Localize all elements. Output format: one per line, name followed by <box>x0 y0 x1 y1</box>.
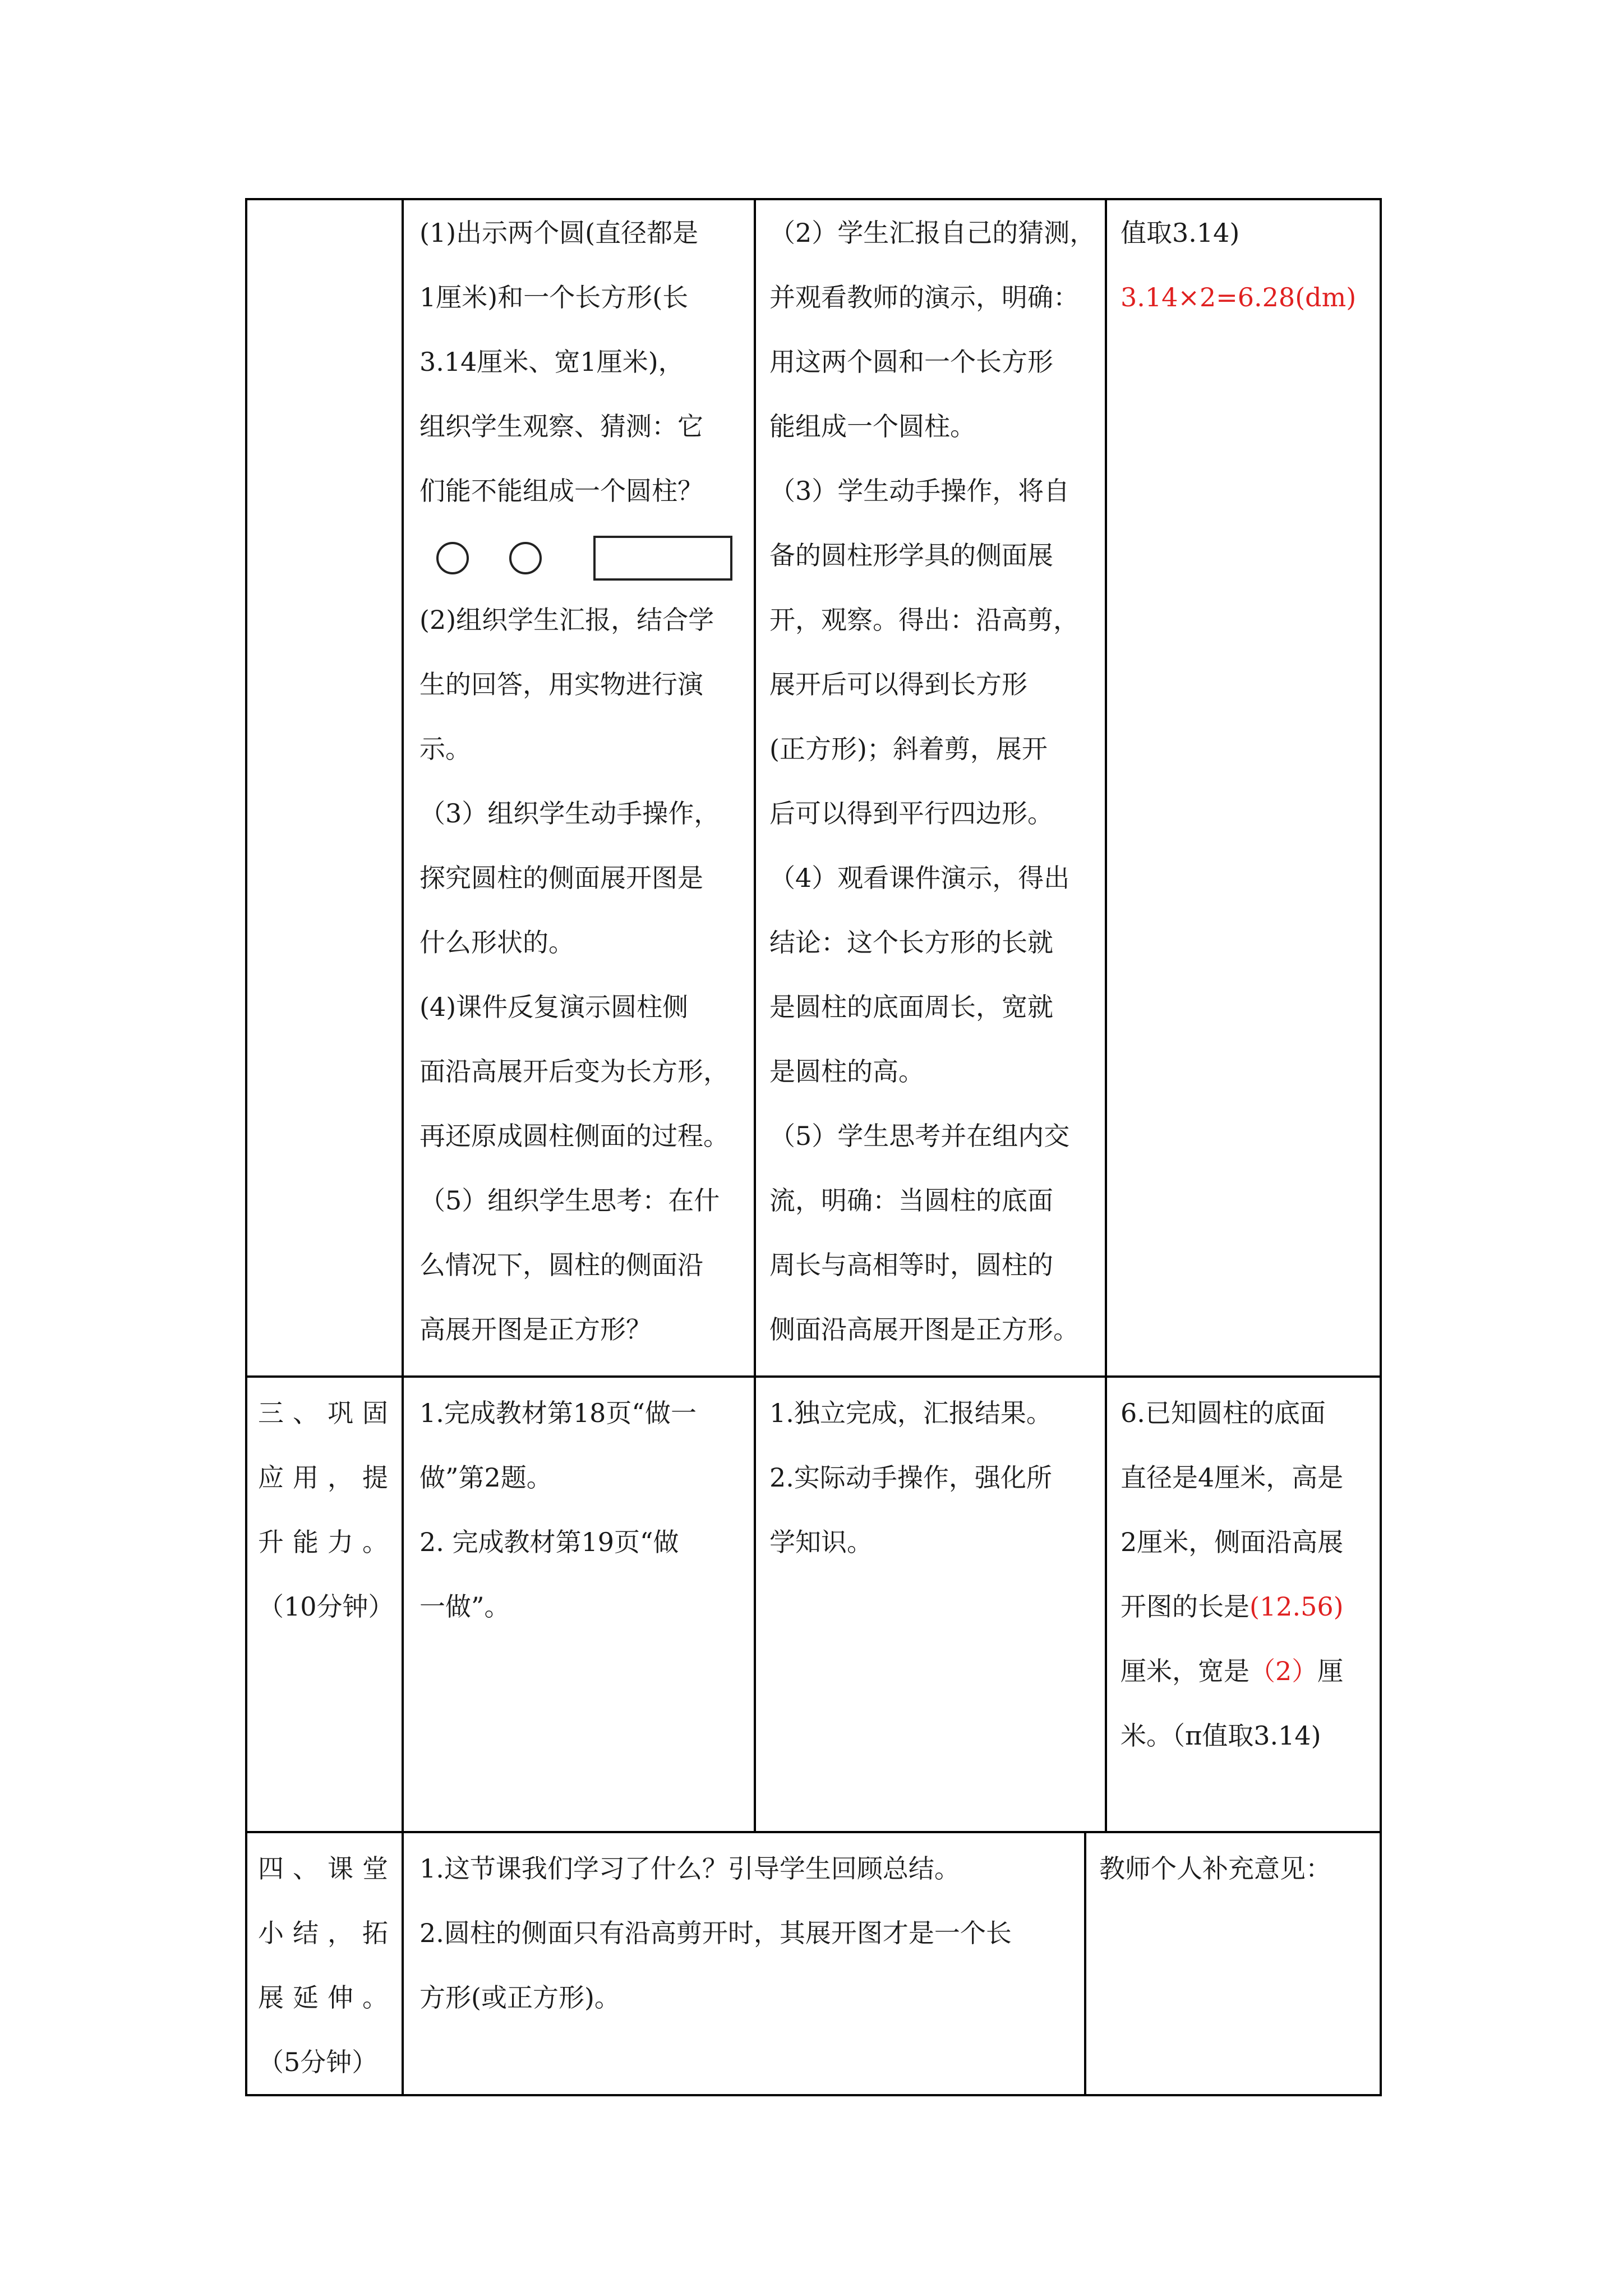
answer-text: 3.14×2=6.28(dm) <box>1121 282 1357 312</box>
text-line: 再还原成圆柱侧面的过程。 <box>419 1121 729 1151</box>
row3-summary <box>419 1837 1081 2030</box>
text-line: 是圆柱的高。 <box>769 1056 924 1087</box>
col-divider-1 <box>402 198 404 2096</box>
text-line: 备的圆柱形学具的侧面展 <box>769 540 1053 570</box>
text-line: 什么形状的。 <box>419 927 574 958</box>
notes-label: 教师个人补充意见： <box>1099 1853 1331 1884</box>
text-line: 高展开图是正方形？ <box>419 1314 652 1345</box>
text-line: 6.已知圆柱的底面 <box>1121 1398 1326 1428</box>
table-bottom-border <box>245 2094 1382 2096</box>
text-line: (1)出示两个圆(直径都是 <box>419 218 699 248</box>
text-line: 周长与高相等时，圆柱的 <box>769 1250 1053 1280</box>
text-line: 探究圆柱的侧面展开图是 <box>419 863 703 893</box>
circle-shape <box>509 542 542 574</box>
text-line: 升能力。 <box>258 1527 397 1557</box>
text-line: 展延伸。 <box>258 1982 397 2013</box>
text-line: 组织学生观察、猜测：它 <box>419 411 703 441</box>
text-line: 结论：这个长方形的长就 <box>769 927 1053 958</box>
text-line: 后可以得到平行四边形。 <box>769 798 1053 829</box>
text-line: 3.14厘米、宽1厘米)， <box>419 347 684 377</box>
text-line: （3）学生动手操作，将自 <box>769 476 1070 506</box>
text-line: 1.这节课我们学习了什么？引导学生回顾总结。 <box>419 1853 960 1884</box>
table-left-border <box>245 198 247 2096</box>
text-line: 应用，提 <box>258 1462 397 1493</box>
text-line: 1厘米)和一个长方形(长 <box>419 282 689 312</box>
row2-student-activities <box>769 1381 1104 1575</box>
text-line: 生的回答，用实物进行演 <box>419 669 703 700</box>
row3-teacher-notes <box>1099 1837 1377 1901</box>
text-line: 2.实际动手操作，强化所 <box>769 1462 1052 1493</box>
text-line: 用这两个圆和一个长方形 <box>769 347 1053 377</box>
text-line: （4）观看课件演示，得出 <box>769 863 1070 893</box>
text-line: 学知识。 <box>769 1527 873 1557</box>
text-line: （5）学生思考并在组内交 <box>769 1121 1070 1151</box>
text-segment: 厘 <box>1317 1656 1344 1686</box>
text-line: 小结，拓 <box>258 1918 397 1948</box>
text-line: 值取3.14) <box>1121 218 1240 248</box>
text-line: 四、课堂 <box>258 1853 397 1884</box>
text-line: (2)组织学生汇报，结合学 <box>419 605 714 635</box>
text-line: （5分钟） <box>258 2047 378 2077</box>
text-line <box>1121 1575 1376 1639</box>
text-line: 能组成一个圆柱。 <box>769 411 976 441</box>
row1-student-activities <box>769 201 1104 1362</box>
text-line: 米。（π值取3.14) <box>1121 1720 1321 1751</box>
text-line: 2厘米，侧面沿高展 <box>1121 1527 1344 1557</box>
text-line: 们能不能组成一个圆柱？ <box>419 476 703 506</box>
text-segment: 厘米，宽是 <box>1121 1656 1249 1686</box>
text-line: 是圆柱的底面周长，宽就 <box>769 992 1053 1022</box>
answer-length: (12.56) <box>1249 1591 1344 1622</box>
text-line: 2.圆柱的侧面只有沿高剪开时，其展开图才是一个长 <box>419 1918 1012 1948</box>
text-line: (4)课件反复演示圆柱侧 <box>419 992 689 1022</box>
circle-shape <box>436 542 469 574</box>
shapes-illustration <box>419 523 750 588</box>
text-segment: 开图的长是 <box>1121 1591 1249 1622</box>
row1-exercise <box>1121 201 1376 330</box>
col-divider-3-upper <box>1105 198 1107 1833</box>
text-line: （5）组织学生思考：在什 <box>419 1185 720 1216</box>
text-line: 做”第2题。 <box>419 1462 552 1493</box>
text-line: 方形(或正方形)。 <box>419 1982 620 2013</box>
col-divider-3-lower <box>1084 1831 1086 2096</box>
text-line: 流，明确：当圆柱的底面 <box>769 1185 1053 1216</box>
row2-teacher-activities <box>419 1381 750 1639</box>
answer-width: （2） <box>1249 1656 1318 1686</box>
text-line: 展开后可以得到长方形 <box>769 669 1027 700</box>
text-line: 一做”。 <box>419 1591 510 1622</box>
table-right-border <box>1380 198 1382 2096</box>
text-line: 直径是4厘米，高是 <box>1121 1462 1344 1493</box>
text-line: 并观看教师的演示，明确： <box>769 282 1079 312</box>
row2-exercise <box>1121 1381 1376 1768</box>
text-line: 面沿高展开后变为长方形， <box>419 1056 729 1087</box>
text-line: 2. 完成教材第19页“做 <box>419 1527 679 1557</box>
text-line: 侧面沿高展开图是正方形。 <box>769 1314 1079 1345</box>
text-line: (正方形)；斜着剪，展开 <box>769 734 1048 764</box>
text-line: 1.独立完成，汇报结果。 <box>769 1398 1052 1428</box>
text-line: 示。 <box>419 734 471 764</box>
text-line: 么情况下，圆柱的侧面沿 <box>419 1250 703 1280</box>
row-divider-2 <box>245 1831 1382 1833</box>
text-line: （3）组织学生动手操作， <box>419 798 720 829</box>
text-line: 三、巩固 <box>258 1398 397 1428</box>
col-divider-2-upper <box>754 198 756 1833</box>
table-top-border <box>245 198 1382 200</box>
rectangle-shape <box>593 536 732 581</box>
text-line: （2）学生汇报自己的猜测， <box>769 218 1096 248</box>
text-line: 1.完成教材第18页“做一 <box>419 1398 697 1428</box>
row1-teacher-activities <box>419 201 750 1362</box>
text-line: （10分钟） <box>258 1591 394 1622</box>
text-line <box>1121 1639 1376 1704</box>
text-line: 开，观察。得出：沿高剪， <box>769 605 1079 635</box>
row2-stage-title <box>258 1381 398 1639</box>
row3-stage-title <box>258 1837 398 2095</box>
row-divider-1 <box>245 1375 1382 1378</box>
